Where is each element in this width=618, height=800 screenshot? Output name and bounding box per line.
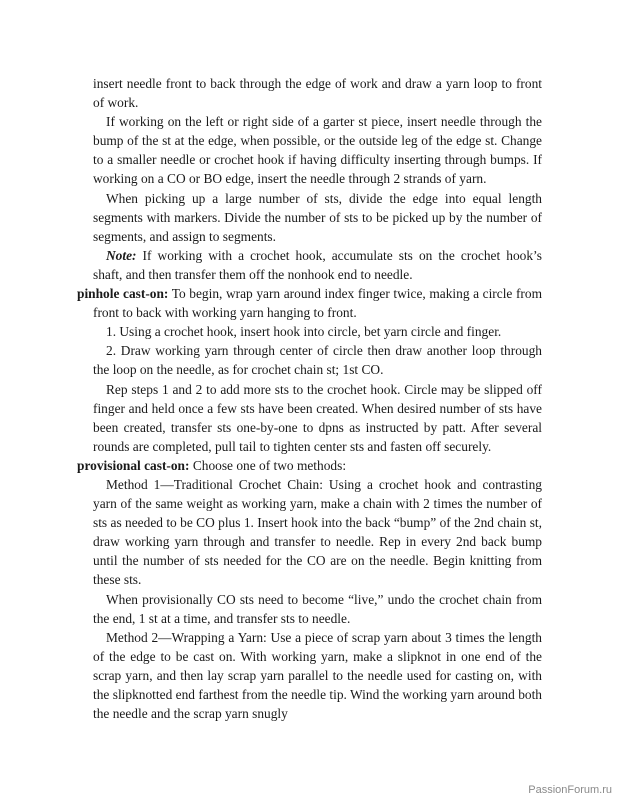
paragraph-note	[77, 246, 542, 284]
pinhole-step-2: 2. Draw working yarn through center of circle then draw another loop through the loop on the needle, as for crochet chain st; 1st CO.	[93, 343, 542, 378]
entry-pinhole-cast-on	[77, 284, 542, 322]
paragraph-garter-edge: If working on the left or right side of a garter st piece, insert needle through the bump of the st at the edge, when possible, or the outside leg of the edge st. Change to a smaller needle or crochet hook if having difficulty inserting through bumps. If working on a CO or BO edge, insert the needle through 2 strands of yarn.	[93, 114, 542, 187]
note-label: Note:	[106, 247, 137, 263]
watermark-text: PassionForum.ru	[528, 784, 612, 796]
document-page	[77, 74, 542, 723]
provisional-method-2: Method 2—Wrapping a Yarn: Use a piece of scrap yarn about 3 times the length of the edge to be cast on. With working yarn, make a slipknot in one end of the scrap yarn, and then lay scrap yarn parallel to the needle used for casting on, with the slipknotted end farthest from the needle tip. Wind the working yarn around both the needle and the scrap yarn snugly	[93, 629, 542, 722]
provisional-intro: Choose one of two methods:	[189, 457, 347, 473]
pinhole-intro: To begin, wrap yarn around index finger twice, making a circle from front to back with working yarn hanging to front.	[93, 286, 542, 321]
paragraph-edge-loop: insert needle front to back through the edge of work and draw a yarn loop to front of work.	[93, 76, 542, 111]
provisional-method-1: Method 1—Traditional Crochet Chain: Using a crochet hook and contrasting yarn of the same weight as working yarn, make a chain with 2 times the number of sts as needed to be CO plus 1. Insert hook into the back “bump” of the 2nd chain st, draw working yarn through and transfer to needle. Rep in every 2nd back bump until the number of sts needed for the CO are on the needle. Begin knitting from these sts.	[93, 476, 542, 588]
provisional-live: When provisionally CO sts need to become “live,” undo the crochet chain from the end, 1 st at a time, and transfer sts to needle.	[93, 591, 542, 626]
entry-provisional-cast-on	[77, 456, 542, 475]
term-pinhole: pinhole cast-on:	[77, 286, 169, 302]
term-provisional: provisional cast-on:	[77, 457, 190, 473]
note-text: If working with a crochet hook, accumulate sts on the crochet hook’s shaft, and then transfer them off the nonhook end to needle.	[93, 247, 542, 282]
pinhole-step-1: 1. Using a crochet hook, insert hook into circle, bet yarn circle and finger.	[106, 324, 502, 340]
pinhole-repeat: Rep steps 1 and 2 to add more sts to the crochet hook. Circle may be slipped off finger and held once a few sts have been created. When desired number of sts have been created, transfer sts one-by-one to dpns as instructed by patt. After several rounds are completed, pull tail to tighten center sts and fasten off securely.	[93, 381, 542, 454]
paragraph-segments: When picking up a large number of sts, divide the edge into equal length segments with markers. Divide the number of sts to be picked up by the number of segments, and assign to segments.	[93, 190, 542, 244]
